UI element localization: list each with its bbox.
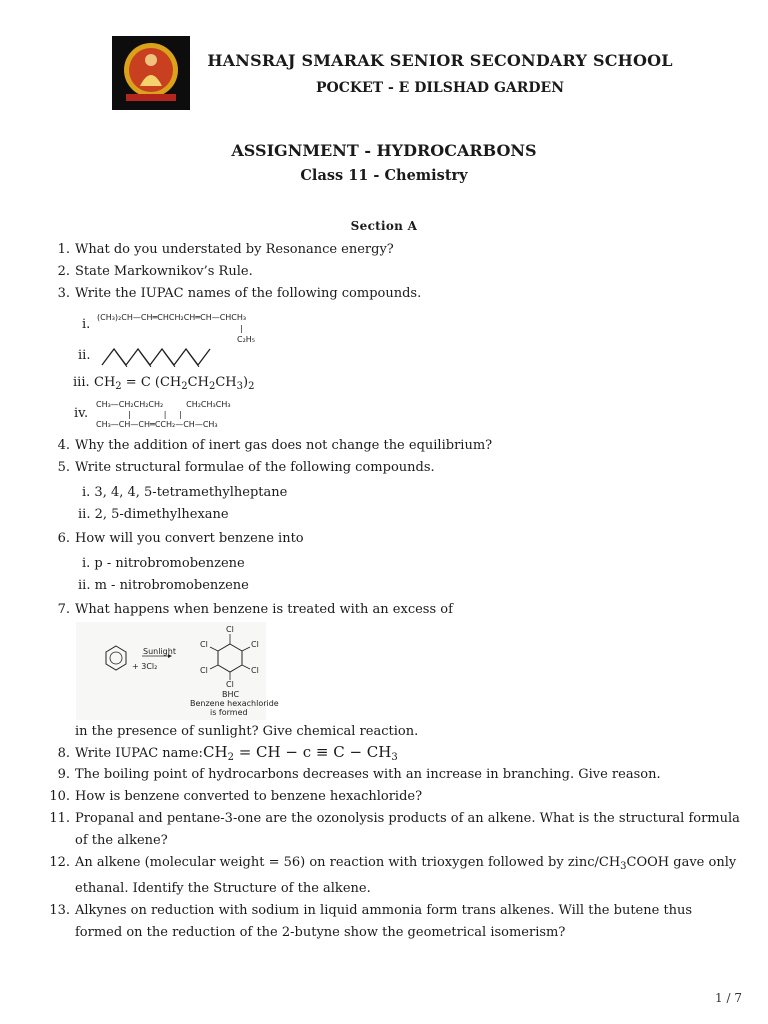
q6-number: 6.	[57, 531, 70, 546]
q5-ii: ii. 2, 5-dimethylhexane	[78, 507, 229, 522]
q10-text: How is benzene converted to benzene hexachloride?	[75, 789, 423, 804]
q11-text-continued: of the alkene?	[75, 833, 168, 848]
q6-text: How will you convert benzene into	[75, 531, 304, 546]
cl-top-right: Cl	[251, 640, 259, 649]
q3-ii-label: ii.	[78, 348, 91, 363]
sunlight-label: Sunlight	[143, 647, 176, 656]
class-label: Class 11 - Chemistry	[300, 167, 468, 184]
q7-text-continued: in the presence of sunlight? Give chemical reaction.	[75, 724, 419, 739]
school-name: HANSRAJ SMARAK SENIOR SECONDARY SCHOOL	[207, 51, 673, 70]
assignment-title: ASSIGNMENT - HYDROCARBONS	[231, 141, 537, 160]
product-desc: Benzene hexachloride	[190, 699, 279, 708]
product-name: BHC	[222, 690, 240, 699]
q3-i-formula: (CH₃)₂CH—CH═CHCH₂CH═CH—CHCH₃	[97, 313, 247, 322]
q4-text: Why the addition of inert gas does not change the equilibrium?	[75, 438, 493, 453]
q3-iv-formula-bottom: CH₃—CH—CH═CCH₂—CH—CH₃	[96, 420, 218, 429]
q10-number: 10.	[49, 789, 70, 804]
q7-number: 7.	[57, 602, 70, 617]
q7-reaction-diagram	[76, 622, 279, 720]
q13-text-continued: formed on the reduction of the 2-butyne show the geometrical isomerism?	[75, 925, 566, 940]
q2-text: State Markownikov’s Rule.	[75, 264, 253, 279]
q13-number: 13.	[49, 903, 70, 918]
q3-iv-formula-top: CH₃—CH₂CH₂CH₂ CH₂CH₃CH₃	[96, 400, 231, 409]
q3-text: Write the IUPAC names of the following compounds.	[75, 286, 422, 301]
q8-formula: $CH_2$ = CH − $c \equiv C - CH_3$	[203, 743, 398, 763]
q3-number: 3.	[57, 286, 70, 301]
q3-ii-skeletal-structure	[100, 345, 212, 367]
q3-iv-bonds: | | |	[128, 410, 182, 419]
q12-number: 12.	[49, 855, 70, 870]
q3-i-branch: C₂H₅	[237, 335, 256, 344]
q3-iv-label: iv.	[74, 406, 89, 421]
section-heading: Section A	[350, 219, 418, 233]
school-logo	[112, 36, 190, 110]
q8-text: Write IUPAC name:	[75, 746, 203, 761]
school-address: POCKET - E DILSHAD GARDEN	[315, 80, 565, 96]
q3-i-label: i.	[82, 317, 91, 332]
q11-text: Propanal and pentane-3-one are the ozonolysis products of an alkene. What is the structural formula	[75, 811, 740, 826]
q8-number: 8.	[57, 746, 70, 761]
q7-text: What happens when benzene is treated with an excess of	[75, 602, 453, 617]
q9-text: The boiling point of hydrocarbons decreases with an increase in branching. Give reason.	[75, 767, 661, 782]
q4-number: 4.	[57, 438, 70, 453]
cl-bottom: Cl	[226, 680, 234, 689]
page-number: 1 / 7	[715, 991, 742, 1005]
q12-text: An alkene (molecular weight = 56) on reaction with trioxygen followed by zinc/$CH_3COOH$ gave only	[75, 855, 737, 872]
q12-text-continued: ethanal. Identify the Structure of the alkene.	[75, 881, 371, 896]
q5-text: Write structural formulae of the following compounds.	[75, 460, 435, 475]
cl-top: Cl	[226, 625, 234, 634]
q5-number: 5.	[57, 460, 70, 475]
q6-i: i. p - nitrobromobenzene	[82, 556, 245, 571]
product-desc-2: is formed	[210, 708, 248, 717]
cl-top-left: Cl	[200, 640, 208, 649]
cl-bottom-right: Cl	[251, 666, 259, 675]
q2-number: 2.	[57, 264, 70, 279]
cl-bottom-left: Cl	[200, 666, 208, 675]
q5-i: i. 3, 4, 4, 5-tetramethylheptane	[82, 485, 288, 500]
q11-number: 11.	[49, 811, 70, 826]
q6-ii: ii. m - nitrobromobenzene	[78, 578, 249, 593]
q1-number: 1.	[57, 242, 70, 257]
q13-text: Alkynes on reduction with sodium in liquid ammonia form trans alkenes. Will the butene thus	[75, 903, 693, 918]
q1-text: What do you understated by Resonance energy?	[75, 242, 394, 257]
q3-i-branch-bond: |	[240, 324, 243, 333]
q3-iii-label: iii.	[73, 375, 90, 390]
q3-iii-formula: $CH_2 = C$ $(CH_2CH_2CH_3)_2$	[94, 375, 255, 392]
reagent-label: + 3Cl₂	[132, 662, 158, 671]
q9-number: 9.	[57, 767, 70, 782]
